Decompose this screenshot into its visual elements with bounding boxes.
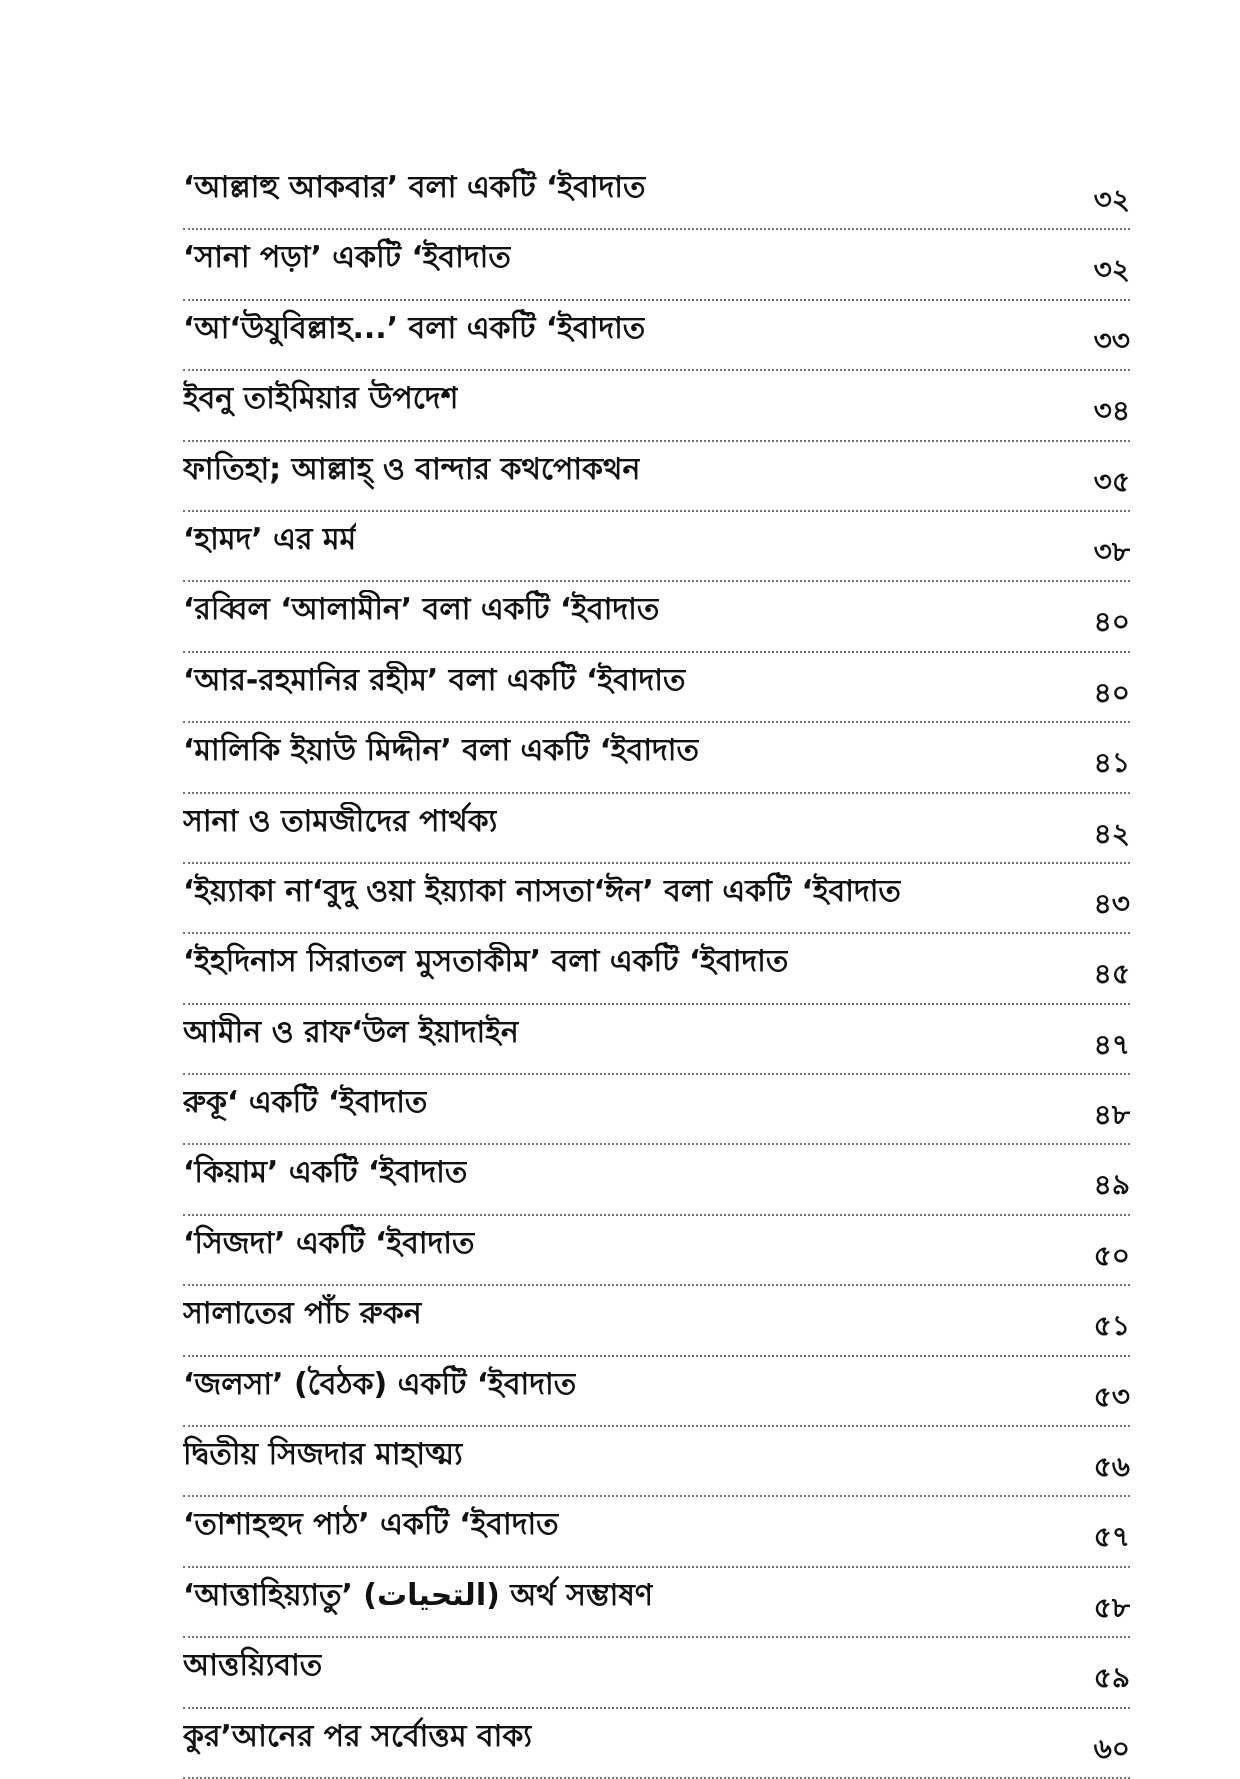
toc-entry — [183, 1075, 1130, 1145]
toc-entry-title: সালাতের পাঁচ রুকন — [183, 1296, 422, 1332]
toc-entry — [183, 864, 1130, 934]
toc-entry-title: ‘ইহদিনাস সিরাতল মুসতাকীম’ বলা একটি ‘ইবাদাত — [183, 944, 789, 980]
toc-entry — [183, 1216, 1130, 1286]
toc-entry-title: ‘সিজদা’ একটি ‘ইবাদাত — [183, 1225, 475, 1261]
toc-entry-page-number: ৪৫ — [1093, 957, 1130, 991]
toc-entry-title: দ্বিতীয় সিজদার মাহাত্ম্য — [183, 1437, 463, 1473]
toc-entry-title: আমীন ও রাফ‘উল ইয়াদাইন — [183, 1014, 519, 1050]
toc-entry-title: ইবনু তাইমিয়ার উপদেশ — [183, 381, 459, 417]
toc-entry — [183, 1286, 1130, 1356]
toc-entry-page-number: ৩২ — [1093, 253, 1130, 287]
table-of-contents — [183, 160, 1130, 1779]
toc-entry — [183, 1709, 1130, 1779]
toc-entry-title: ‘হামদ’ এর মর্ম — [183, 521, 357, 557]
toc-entry — [183, 1638, 1130, 1708]
toc-entry-page-number: ৫৩ — [1093, 1379, 1130, 1413]
toc-entry-page-number: ৪২ — [1093, 816, 1130, 850]
toc-entry-page-number: ৪০ — [1093, 605, 1130, 639]
toc-entry-title: ‘কিয়াম’ একটি ‘ইবাদাত — [183, 1155, 468, 1191]
toc-entry — [183, 371, 1130, 441]
toc-entry — [183, 723, 1130, 793]
toc-entry — [183, 582, 1130, 652]
toc-entry — [183, 1497, 1130, 1567]
toc-entry-title: কুর’আনের পর সর্বোত্তম বাক্য — [183, 1718, 533, 1754]
toc-entry-page-number: ৪৮ — [1093, 1098, 1130, 1132]
toc-entry-page-number: ৪১ — [1093, 746, 1130, 780]
toc-entry — [183, 1005, 1130, 1075]
toc-entry — [183, 442, 1130, 512]
toc-entry-title: ‘আর-রহমানির রহীম’ বলা একটি ‘ইবাদাত — [183, 662, 686, 698]
toc-entry-page-number: ৪০ — [1093, 675, 1130, 709]
toc-entry-page-number: ৩৩ — [1093, 323, 1130, 357]
toc-entry-title: ‘তাশাহহুদ পাঠ’ একটি ‘ইবাদাত — [183, 1507, 559, 1543]
toc-entry-page-number: ৩২ — [1093, 183, 1130, 216]
toc-entry-title: ‘জলসা’ (বৈঠক) একটি ‘ইবাদাত — [183, 1366, 577, 1402]
toc-entry-title: ফাতিহা; আল্লাহ্ ও বান্দার কথপোকথন — [183, 451, 641, 487]
toc-entry — [183, 160, 1130, 230]
toc-entry-title: ‘ইয়্যাকা না‘বুদু ওয়া ইয়্যাকা নাসতা‘ঈন’ বলা একটি ‘ইবাদাত — [183, 873, 901, 909]
toc-entry — [183, 653, 1130, 723]
toc-entry-page-number: ৩৫ — [1093, 464, 1130, 498]
toc-entry-title: ‘আ‘উযুবিল্লাহ...’ বলা একটি ‘ইবাদাত — [183, 310, 646, 346]
toc-entry — [183, 1145, 1130, 1215]
toc-entry — [183, 1357, 1130, 1427]
toc-entry-page-number: ৫৮ — [1093, 1590, 1130, 1624]
toc-entry — [183, 1568, 1130, 1638]
toc-entry-page-number: ৫৭ — [1093, 1520, 1130, 1554]
toc-entry-page-number: ৫৯ — [1093, 1661, 1130, 1695]
toc-entry-page-number: ৬০ — [1093, 1731, 1130, 1765]
toc-entry-page-number: ৩৪ — [1093, 394, 1130, 428]
toc-entry-title: আত্তয়্যিবাত — [183, 1648, 323, 1684]
toc-entry-page-number: ৪৯ — [1093, 1168, 1130, 1202]
toc-entry-title: ‘আল্লাহু আকবার’ বলা একটি ‘ইবাদাত — [183, 170, 646, 205]
toc-entry — [183, 512, 1130, 582]
toc-entry — [183, 301, 1130, 371]
toc-entry-page-number: ৫১ — [1093, 1309, 1130, 1343]
toc-entry-page-number: ৫৬ — [1093, 1450, 1130, 1484]
toc-entry-page-number: ৪৩ — [1093, 886, 1130, 920]
toc-entry-page-number: ৪৭ — [1093, 1027, 1130, 1061]
toc-entry-title: ‘সানা পড়া’ একটি ‘ইবাদাত — [183, 240, 511, 276]
toc-entry-title: ‘মালিকি ইয়াউ মিদ্দীন’ বলা একটি ‘ইবাদাত — [183, 733, 700, 769]
toc-entry — [183, 230, 1130, 300]
toc-entry-title: ‘আত্তাহিয়্যাতু’ (التحيات) অর্থ সম্ভাষণ — [183, 1577, 654, 1613]
toc-entry — [183, 1427, 1130, 1497]
toc-entry — [183, 794, 1130, 864]
toc-entry — [183, 934, 1130, 1004]
toc-entry-page-number: ৩৮ — [1093, 534, 1130, 568]
toc-entry-title: ‘রব্বিল ‘আলামীন’ বলা একটি ‘ইবাদাত — [183, 592, 660, 628]
toc-entry-title: রুকূ‘ একটি ‘ইবাদাত — [183, 1085, 428, 1121]
toc-entry-title: সানা ও তামজীদের পার্থক্য — [183, 803, 498, 839]
toc-entry-page-number: ৫০ — [1093, 1238, 1130, 1272]
